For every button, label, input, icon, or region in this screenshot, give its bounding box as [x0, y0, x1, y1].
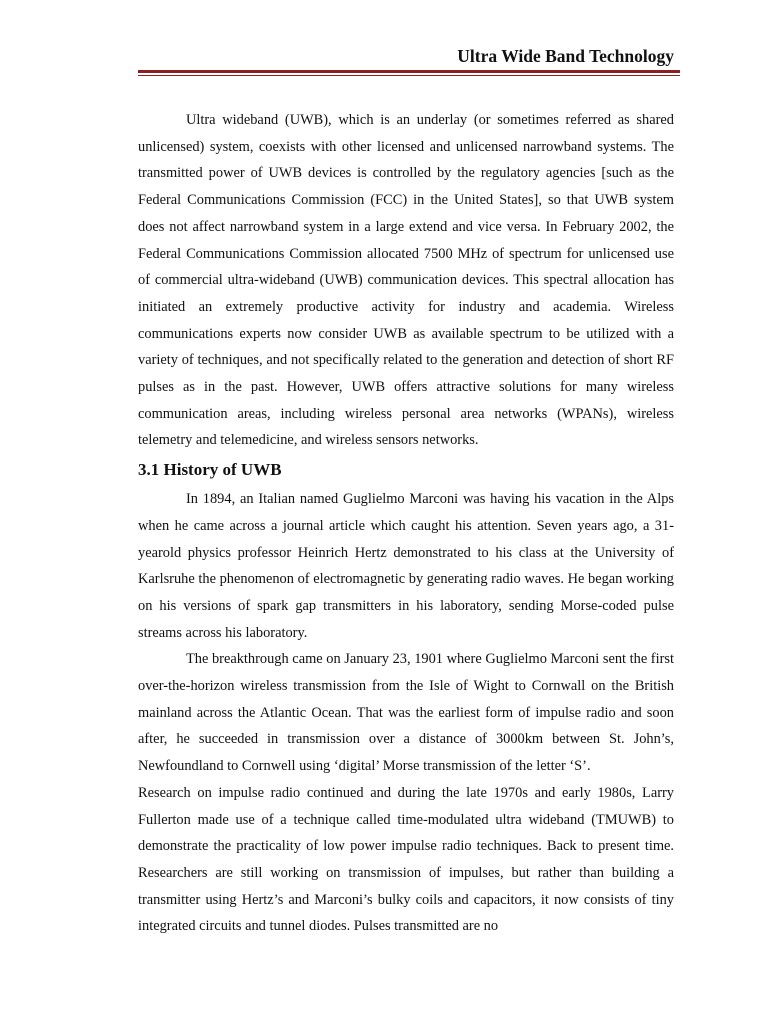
header-rule-thick	[138, 70, 680, 73]
section-heading: 3.1 History of UWB	[138, 460, 282, 480]
intro-paragraph: Ultra wideband (UWB), which is an underlay (or sometimes referred as shared unlicensed) system, coexists with other licensed and unlicensed narrowband systems. The transmitted power of UWB devices is controlled by the regulatory agencies [such as the Federal Communications Commission (FCC) in the United States], so that UWB system does not affect narrowband system in a large extend and vice versa. In February 2002, the Federal Communications Commission allocated 7500 MHz of spectrum for unlicensed use of commercial ultra-wideband (UWB) communication devices. This spectral allocation has initiated an extremely productive activity for industry and academia. Wireless communications experts now consider UWB as available spectrum to be utilized with a variety of techniques, and not specifically related to the generation and detection of short RF pulses as in the past. However, UWB offers attractive solutions for many wireless communication areas, including wireless personal area networks (WPANs), wireless telemetry and telemedicine, and wireless sensors networks.	[138, 112, 674, 449]
history-paragraph-2: The breakthrough came on January 23, 1901 where Guglielmo Marconi sent the first over-the-horizon wireless transmission from the Isle of Wight to Cornwall on the British mainland across the Atlantic Ocean. That was the earliest form of impulse radio and soon after, he succeeded in transmission over a distance of 3000km between St. John’s, Newfoundland to Cornwell using ‘digital’ Morse transmission of the letter ‘S’.	[138, 651, 674, 775]
history-paragraph-3: Research on impulse radio continued and during the late 1970s and early 1980s, Larry Fullerton made use of a technique called time-modulated ultra wideband (TMUWB) to demonstrate the practicality of low power impulse radio techniques. Back to present time. Researchers are still working on transmission of impulses, but rather than building a transmitter using Hertz’s and Marconi’s bulky coils and capacitors, it now consists of tiny integrated circuits and tunnel diodes. Pulses transmitted are no	[138, 784, 674, 935]
header-rule-thin	[138, 75, 680, 76]
document-body	[138, 107, 674, 940]
history-paragraph-1: In 1894, an Italian named Guglielmo Marconi was having his vacation in the Alps when he came across a journal article which caught his attention. Seven years ago, a 31-yearold physics professor Heinrich Hertz demonstrated to his class at the University of Karlsruhe the phenomenon of electromagnetic by generating radio waves. He began working on his versions of spark gap transmitters in his laboratory, sending Morse-coded pulse streams across his laboratory.	[138, 491, 674, 641]
running-header-title: Ultra Wide Band Technology	[457, 46, 674, 66]
